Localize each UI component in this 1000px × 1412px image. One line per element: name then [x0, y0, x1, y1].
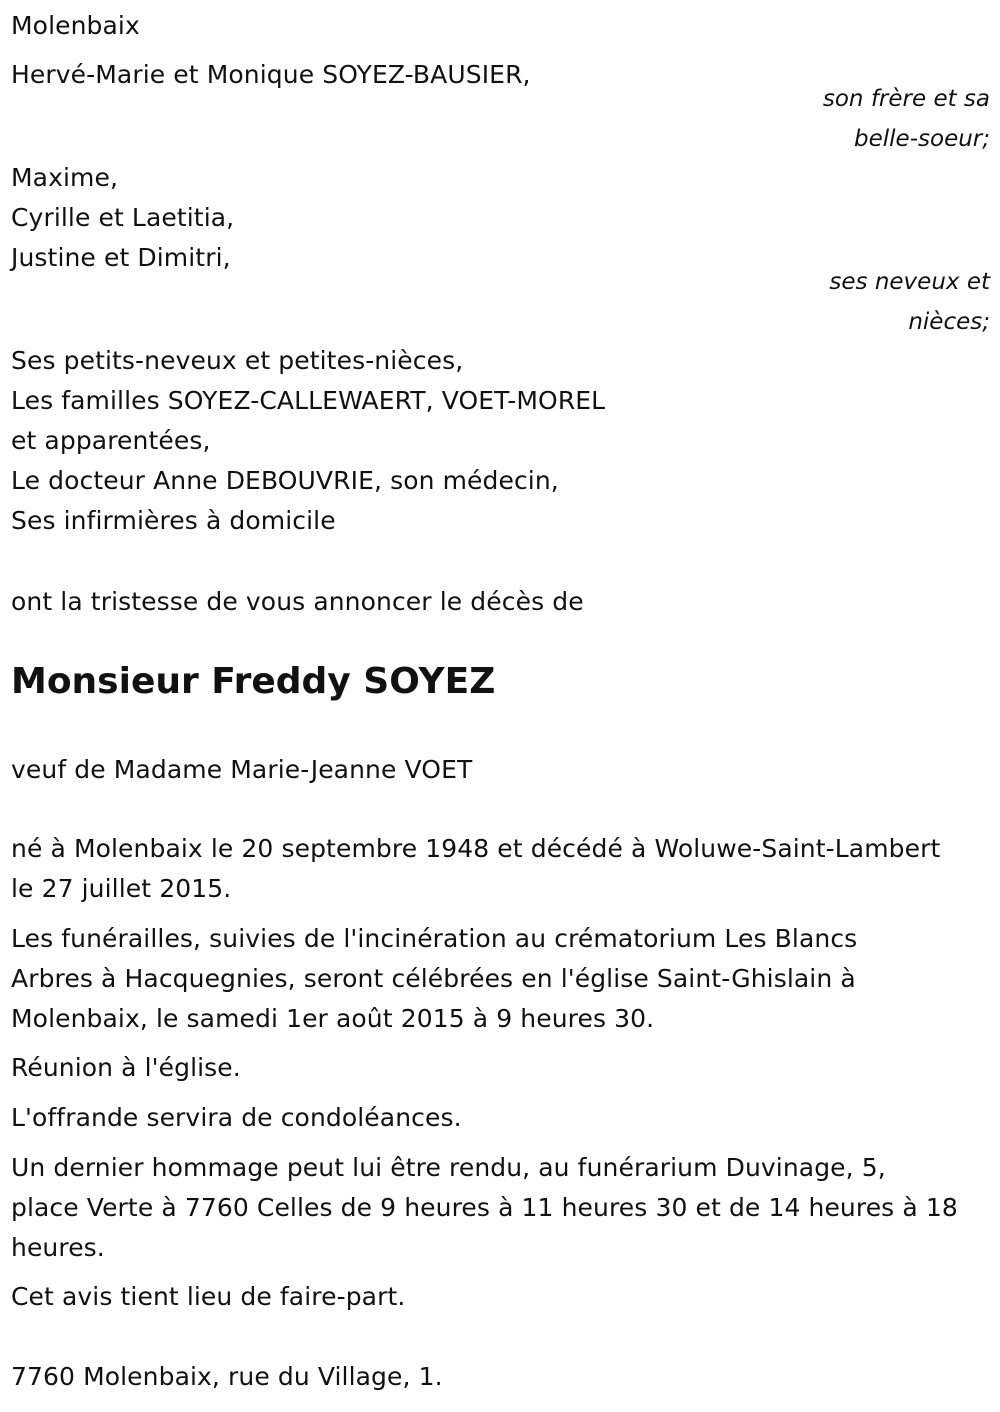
funeral-line: Arbres à Hacquegnies, seront célébrées en l'église Saint-Ghislain à — [11, 964, 856, 993]
tribute-line: heures. — [11, 1233, 105, 1262]
relationship-label: nièces; — [908, 309, 990, 335]
family-line: Justine et Dimitri, — [11, 243, 231, 272]
notice-line: Cet avis tient lieu de faire-part. — [11, 1282, 406, 1311]
funeral-line: Les funérailles, suivies de l'incinération au crématorium Les Blancs — [11, 924, 858, 953]
family-line: Les familles SOYEZ-CALLEWAERT, VOET-MOREL — [11, 386, 606, 415]
family-line: Cyrille et Laetitia, — [11, 203, 235, 232]
deceased-name: Monsieur Freddy SOYEZ — [11, 661, 496, 702]
relationship-label: belle-soeur; — [854, 126, 990, 152]
family-line: et apparentées, — [11, 426, 211, 455]
family-line: Hervé-Marie et Monique SOYEZ-BAUSIER, — [11, 60, 531, 89]
announcement-text: ont la tristesse de vous annoncer le décès de — [11, 587, 584, 616]
widow-line: veuf de Madame Marie-Jeanne VOET — [11, 755, 473, 784]
tribute-line: place Verte à 7760 Celles de 9 heures à 11 heures 30 et de 14 heures à 18 — [11, 1193, 958, 1222]
family-line: Ses petits-neveux et petites-nièces, — [11, 346, 464, 375]
funeral-line: Molenbaix, le samedi 1er août 2015 à 9 heures 30. — [11, 1004, 655, 1033]
family-line: Ses infirmières à domicile — [11, 506, 336, 535]
offering-line: L'offrande servira de condoléances. — [11, 1103, 462, 1132]
birth-death-line: le 27 juillet 2015. — [11, 874, 232, 903]
address-line: 7760 Molenbaix, rue du Village, 1. — [11, 1362, 443, 1391]
family-line: Le docteur Anne DEBOUVRIE, son médecin, — [11, 466, 559, 495]
place-heading: Molenbaix — [11, 11, 140, 40]
tribute-line: Un dernier hommage peut lui être rendu, au funérarium Duvinage, 5, — [11, 1153, 886, 1182]
meeting-line: Réunion à l'église. — [11, 1053, 241, 1082]
relationship-label: ses neveux et — [829, 269, 990, 295]
family-line: Maxime, — [11, 163, 119, 192]
relationship-label: son frère et sa — [822, 86, 990, 112]
birth-death-line: né à Molenbaix le 20 septembre 1948 et décédé à Woluwe-Saint-Lambert — [11, 834, 941, 863]
